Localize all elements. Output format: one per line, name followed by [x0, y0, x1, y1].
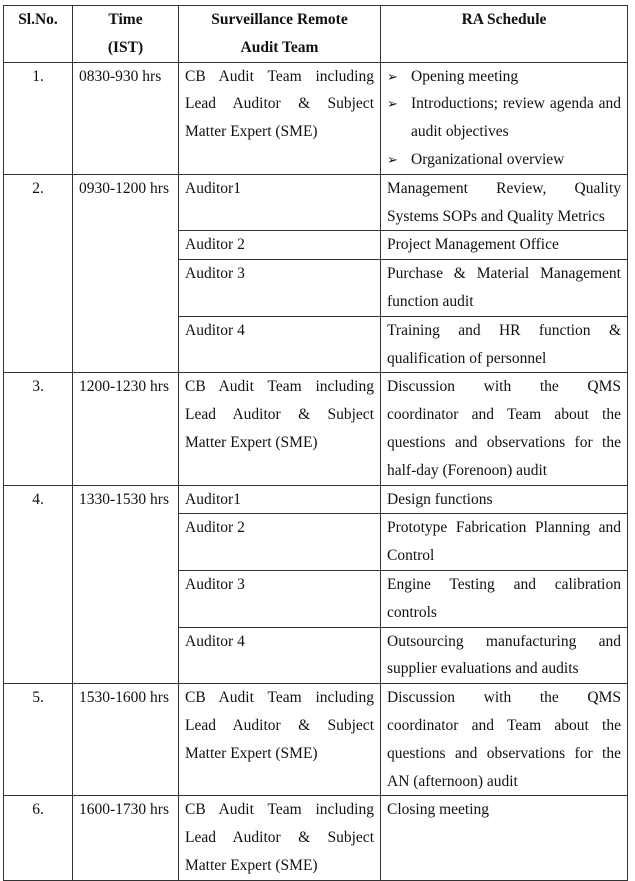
row-team: CB Audit Team including Lead Auditor & Subject Matter Expert (SME) [179, 684, 381, 796]
table-header-row [4, 6, 628, 63]
header-sl-no [4, 6, 73, 63]
table-row [4, 62, 628, 174]
header-team-line2: Audit Team [240, 38, 319, 56]
row-sl-no: 1. [4, 62, 73, 174]
list-item-text: Organizational overview [411, 150, 565, 168]
row-team: Auditor 3 [179, 570, 381, 627]
table-row [4, 373, 628, 485]
list-item-text: Opening meeting [411, 67, 519, 85]
row-team: Auditor 4 [179, 627, 381, 684]
table-row [4, 796, 628, 880]
arrow-bullet-icon: ➢ [387, 96, 398, 112]
header-sl-no-label: Sl.No. [18, 11, 58, 28]
row-team: Auditor 4 [179, 316, 381, 373]
row-time: 1330-1530 hrs [73, 485, 179, 684]
row-schedule: Outsourcing manufacturing and supplier evaluations and audits [381, 627, 628, 684]
row-schedule: Project Management Office [381, 231, 628, 260]
row-schedule: Training and HR function & qualification of personnel [381, 316, 628, 373]
row-schedule [381, 62, 628, 174]
schedule-bullet-list [387, 63, 621, 174]
row-sl-no: 3. [4, 373, 73, 485]
header-team-line1: Surveillance Remote [211, 11, 348, 28]
row-sl-no: 5. [4, 684, 73, 796]
row-team: CB Audit Team including Lead Auditor & Subject Matter Expert (SME) [179, 373, 381, 485]
row-schedule: Closing meeting [381, 796, 628, 880]
row-team: CB Audit Team including Lead Auditor & Subject Matter Expert (SME) [179, 62, 381, 174]
row-team: Auditor 2 [179, 514, 381, 571]
audit-schedule-page [3, 5, 627, 881]
table-row [4, 485, 628, 514]
table-row [4, 174, 628, 231]
list-item-text: Introductions; review agenda and audit objectives [411, 95, 621, 141]
row-schedule: Discussion with the QMS coordinator and Team about the questions and observations for the AN (afternoon) audit [381, 684, 628, 796]
table-row [4, 684, 628, 796]
list-item [387, 146, 621, 174]
row-schedule: Purchase & Material Management function audit [381, 260, 628, 317]
row-schedule: Management Review, Quality Systems SOPs and Quality Metrics [381, 174, 628, 231]
row-time: 1530-1600 hrs [73, 684, 179, 796]
arrow-bullet-icon: ➢ [387, 68, 398, 84]
row-sl-no: 6. [4, 796, 73, 880]
row-schedule: Design functions [381, 485, 628, 514]
row-team: CB Audit Team including Lead Auditor & Subject Matter Expert (SME) [179, 796, 381, 880]
row-time: 0830-930 hrs [73, 62, 179, 174]
header-schedule [381, 6, 628, 63]
row-team: Auditor1 [179, 485, 381, 514]
list-item [387, 90, 621, 146]
row-sl-no: 2. [4, 174, 73, 373]
row-time: 1600-1730 hrs [73, 796, 179, 880]
row-time: 0930-1200 hrs [73, 174, 179, 373]
row-schedule: Prototype Fabrication Planning and Control [381, 514, 628, 571]
row-team: Auditor 2 [179, 231, 381, 260]
list-item [387, 63, 621, 91]
arrow-bullet-icon: ➢ [387, 151, 398, 167]
header-schedule-label: RA Schedule [461, 11, 547, 28]
header-time-line1: Time [108, 11, 143, 28]
row-team: Auditor 3 [179, 260, 381, 317]
header-team [179, 6, 381, 63]
header-time-line2: (IST) [107, 38, 144, 56]
row-time: 1200-1230 hrs [73, 373, 179, 485]
row-schedule: Engine Testing and calibration controls [381, 570, 628, 627]
audit-schedule-table [3, 5, 628, 881]
row-team: Auditor1 [179, 174, 381, 231]
row-sl-no: 4. [4, 485, 73, 684]
row-schedule: Discussion with the QMS coordinator and Team about the questions and observations for the half-day (Forenoon) audit [381, 373, 628, 485]
header-time [73, 6, 179, 63]
